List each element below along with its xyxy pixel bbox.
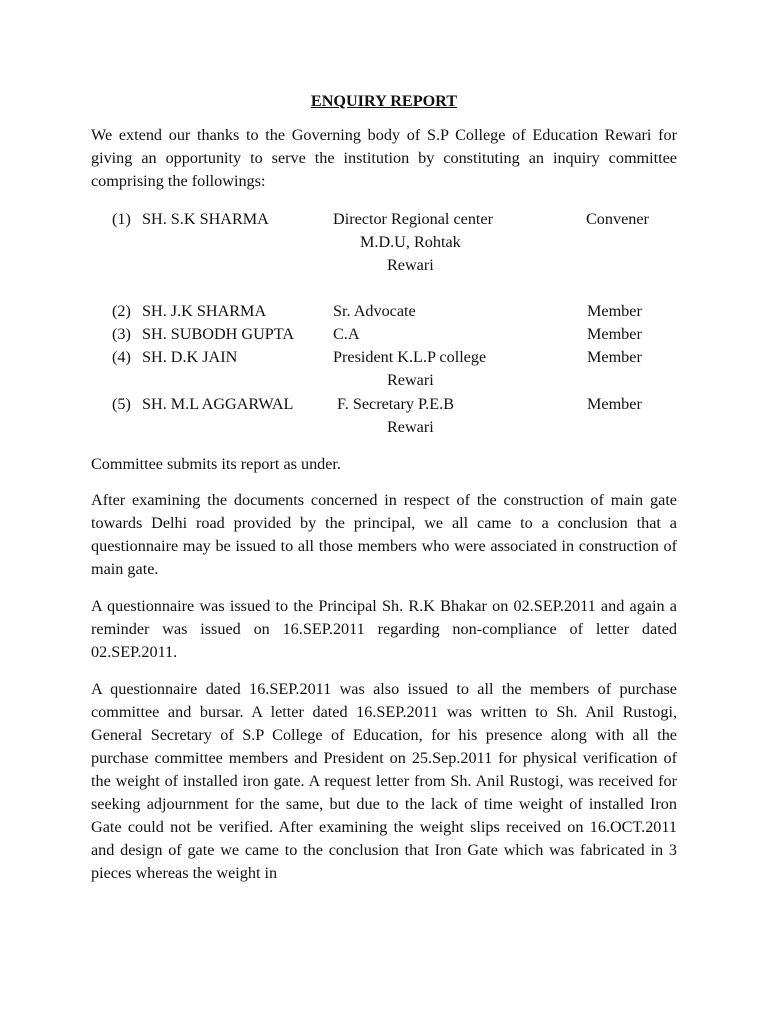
submits-line: Committee submits its report as under. [91,455,341,473]
member-number: (1) [112,210,131,228]
member-name: SH. M.L AGGARWAL [142,395,294,413]
member-role: Member [587,325,642,343]
member-row [0,346,768,369]
member-designation: President K.L.P college [333,348,487,366]
member-designation-line: M.D.U, Rohtak [360,233,461,251]
member-role: Member [587,348,642,366]
member-number: (5) [112,395,131,413]
member-designation-line: Rewari [387,418,434,436]
member-row [0,323,768,346]
member-role: Member [587,395,642,413]
member-name: SH. S.K SHARMA [142,210,269,228]
member-role: Convener [586,210,649,228]
member-number: (2) [112,302,131,320]
member-designation-line: Rewari [387,256,434,274]
member-name: SH. D.K JAIN [142,348,238,366]
member-designation: F. Secretary P.E.B [333,395,454,413]
member-number: (4) [112,348,131,366]
paragraph-examination: After examining the documents concerned in respect of the construction of main gate towards Delhi road provided by the principal, we all came to a conclusion that a questionnaire may be issued to all those members who were associated in construction of main gate. [91,491,677,578]
member-row [0,393,768,416]
member-designation: C.A [333,325,360,343]
member-name: SH. SUBODH GUPTA [142,325,295,343]
member-number: (3) [112,325,131,343]
member-role: Member [587,302,642,320]
member-name: SH. J.K SHARMA [142,302,267,320]
paragraph-questionnaire-principal: A questionnaire was issued to the Principal Sh. R.K Bhakar on 02.SEP.2011 and again a reminder was issued on 16.SEP.2011 regarding non-compliance of letter dated 02.SEP.2011. [91,597,677,661]
member-designation: Director Regional center [333,210,494,228]
member-designation: Sr. Advocate [333,302,416,320]
member-designation-line: Rewari [387,371,434,389]
paragraph-questionnaire-committee: A questionnaire dated 16.SEP.2011 was also issued to all the members of purchase committee and bursar. A letter dated 16.SEP.2011 was written to Sh. Anil Rustogi, General Secretary of S.P College of Education, for his presence along with all the purchase committee members and President on 25.Sep.2011 for physical verification of the weight of installed iron gate. A request letter from Sh. Anil Rustogi, was received for seeking adjournment for the same, but due to the lack of time weight of installed Iron Gate could not be verified. After examining the weight slips received on 16.OCT.2011 and design of gate we came to the conclusion that Iron Gate which was fabricated in 3 pieces whereas the weight in [91,680,677,882]
report-title: ENQUIRY REPORT [310,92,458,110]
member-row [0,208,768,231]
member-row [0,300,768,323]
intro-paragraph: We extend our thanks to the Governing body of S.P College of Education Rewari for giving an opportunity to serve the institution by constituting an inquiry committee comprising the followings: [91,126,677,190]
